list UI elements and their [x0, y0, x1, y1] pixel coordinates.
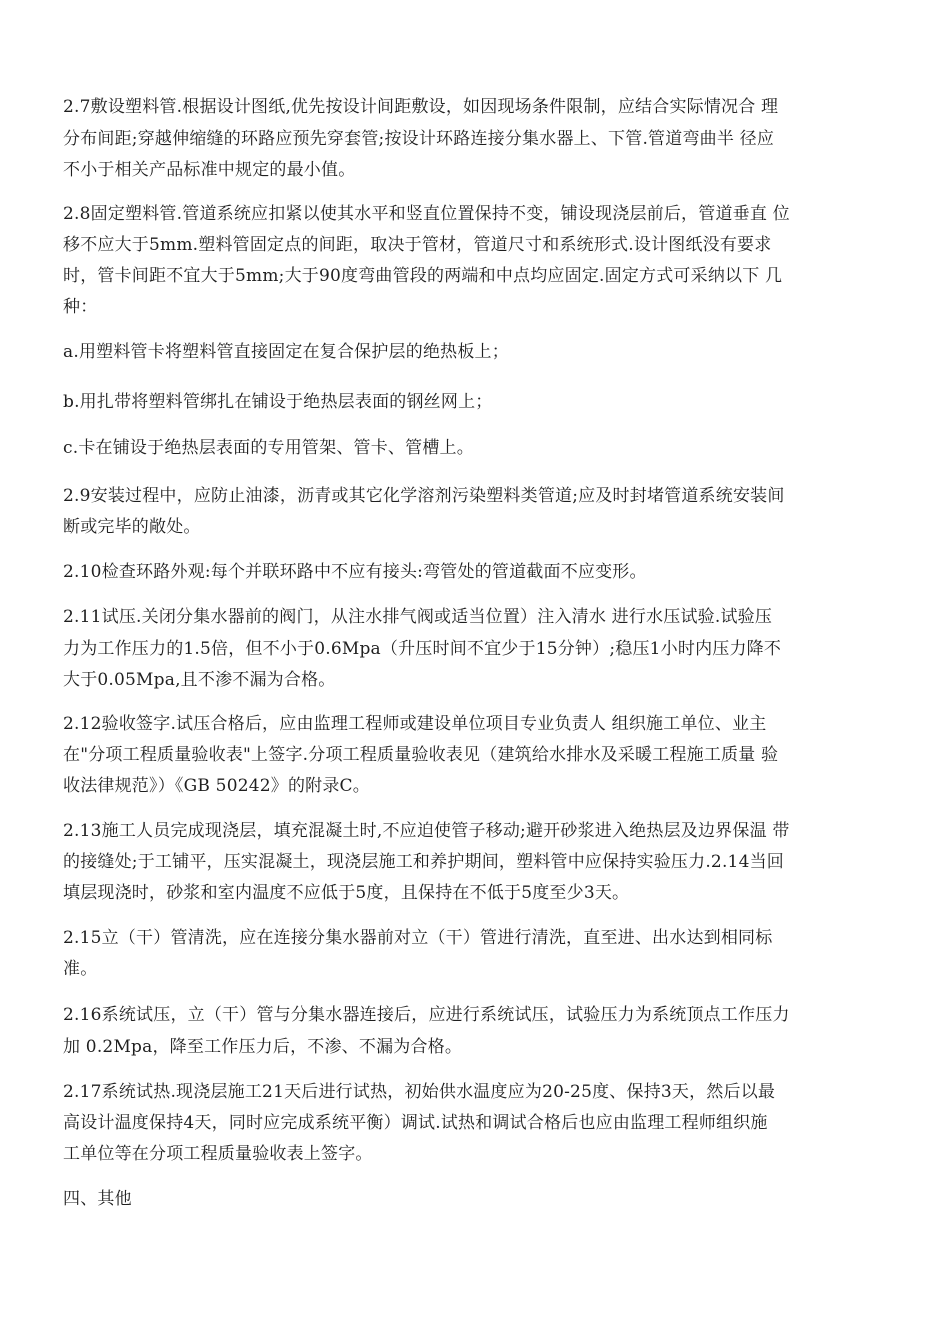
text-line: 加 0.2Mpa，降至工作压力后，不渗、不漏为合格。	[63, 1037, 463, 1057]
text-line: 工单位等在分项工程质量验收表上签字。	[63, 1144, 373, 1164]
text-line: a.用塑料管卡将塑料管直接固定在复合保护层的绝热板上；	[63, 342, 509, 362]
section-heading-text: 四、其他	[63, 1189, 132, 1209]
text-line: 2.17系统试热.现浇层施工21天后进行试热，初始供水温度应为20-25度、保持3天，然后以最	[63, 1082, 776, 1102]
text-line: 分布间距;穿越伸缩缝的环路应预先穿套管;按设计环路连接分集水器上、下管.管道弯曲半 径应	[63, 129, 775, 149]
text-line: 力为工作压力的1.5倍，但不小于0.6Mpa（升压时间不宜少于15分钟）;稳压1小时内压力降不	[63, 639, 782, 659]
text-line: 2.13施工人员完成现浇层，填充混凝土时,不应迫使管子移动;避开砂浆进入绝热层及边界保温 带	[63, 821, 790, 841]
text-line: 2.8固定塑料管.管道系统应扣紧以使其水平和竖直位置保持不变，铺设现浇层前后，管道垂直 位	[63, 204, 790, 224]
text-line: 2.12验收签字.试压合格后，应由监理工程师或建设单位项目专业负责人 组织施工单位、业主	[63, 714, 767, 734]
text-line: 收法律规范》）《GB 50242》的附录C。	[63, 776, 370, 796]
text-line: b.用扎带将塑料管绑扎在铺设于绝热层表面的钢丝网上；	[63, 392, 493, 412]
text-line: 大于0.05Mpa,且不渗不漏为合格。	[63, 670, 336, 690]
text-line: 准。	[63, 959, 98, 979]
text-line: 填层现浇时，砂浆和室内温度不应低于5度，且保持在不低于5度至少3天。	[63, 883, 630, 903]
text-line: 时，管卡间距不宜大于5mm;大于90度弯曲管段的两端和中点均应固定.固定方式可采纳以下 几	[63, 266, 783, 286]
text-line: 2.7敷设塑料管.根据设计图纸,优先按设计间距敷设，如因现场条件限制，应结合实际情况合 理	[63, 97, 779, 117]
text-line: 2.16系统试压，立（干）管与分集水器连接后，应进行系统试压，试验压力为系统顶点工作压力	[63, 1005, 790, 1025]
text-line: 2.10检查环路外观:每个并联环路中不应有接头:弯管处的管道截面不应变形。	[63, 562, 647, 582]
text-line: 断或完毕的敞处。	[63, 517, 201, 537]
text-line: 在"分项工程质量验收表"上签字.分项工程质量验收表见（建筑给水排水及采暖工程施工质量 验	[63, 745, 779, 765]
text-line: 2.15立（干）管清洗，应在连接分集水器前对立（干）管进行清洗，直至进、出水达到相同标	[63, 928, 773, 948]
text-line: 2.9安装过程中，应防止油漆，沥青或其它化学溶剂污染塑料类管道;应及时封堵管道系统安装间	[63, 486, 785, 506]
text-line: c.卡在铺设于绝热层表面的专用管架、管卡、管槽上。	[63, 438, 474, 458]
text-line: 种：	[63, 297, 98, 317]
text-line: 高设计温度保持4天，同时应完成系统平衡）调试.试热和调试合格后也应由监理工程师组织施	[63, 1113, 768, 1133]
text-line: 移不应大于5mm.塑料管固定点的间距，取决于管材，管道尺寸和系统形式.设计图纸没有要求	[63, 235, 772, 255]
text-line: 2.11试压.关闭分集水器前的阀门，从注水排气阀或适当位置）注入清水 进行水压试验.试验压	[63, 607, 773, 627]
text-line: 不小于相关产品标准中规定的最小值。	[63, 160, 356, 180]
text-line: 的接缝处;于工铺平，压实混凝土，现浇层施工和养护期间，塑料管中应保持实验压力.2.14当回	[63, 852, 784, 872]
